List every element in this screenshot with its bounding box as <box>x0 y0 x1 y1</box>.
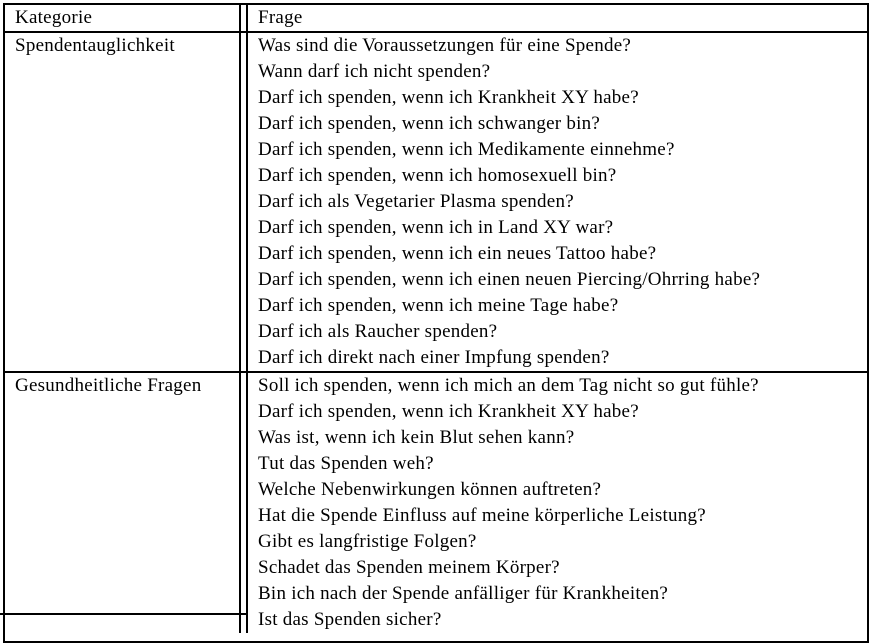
question-line: Darf ich spenden, wenn ich in Land XY war? <box>258 217 614 238</box>
section-row-gesundheitliche-fragen <box>5 373 867 633</box>
faq-table <box>3 3 869 643</box>
question-line: Darf ich spenden, wenn ich schwanger bin? <box>258 113 601 134</box>
question-line: Darf ich spenden, wenn ich Krankheit XY habe? <box>258 401 639 422</box>
category-label: Spendentauglichkeit <box>15 35 175 56</box>
question-line: Was ist, wenn ich kein Blut sehen kann? <box>258 427 575 448</box>
frage-header-cell <box>246 5 867 31</box>
category-label: Gesundheitliche Fragen <box>15 375 202 396</box>
question-line: Schadet das Spenden meinem Körper? <box>258 557 560 578</box>
question-line: Darf ich spenden, wenn ich ein neues Tattoo habe? <box>258 243 657 264</box>
question-line: Darf ich als Vegetarier Plasma spenden? <box>258 191 574 212</box>
question-line: Darf ich spenden, wenn ich einen neuen Piercing/Ohrring habe? <box>258 269 761 290</box>
question-line: Gibt es langfristige Folgen? <box>258 531 477 552</box>
bottom-partial-rule <box>0 613 246 615</box>
question-line: Darf ich spenden, wenn ich Krankheit XY habe? <box>258 87 639 108</box>
question-line: Darf ich spenden, wenn ich meine Tage habe? <box>258 295 619 316</box>
question-line: Darf ich spenden, wenn ich Medikamente einnehme? <box>258 139 675 160</box>
question-line: Darf ich direkt nach einer Impfung spenden? <box>258 347 610 368</box>
category-cell <box>5 33 241 371</box>
question-line: Welche Nebenwirkungen können auftreten? <box>258 479 602 500</box>
question-line: Darf ich spenden, wenn ich homosexuell bin? <box>258 165 617 186</box>
questions-column <box>246 33 867 371</box>
question-line: Tut das Spenden weh? <box>258 453 434 474</box>
question-line: Hat die Spende Einfluss auf meine körperliche Leistung? <box>258 505 706 526</box>
question-line: Soll ich spenden, wenn ich mich an dem Tag nicht so gut fühle? <box>258 375 759 396</box>
kategorie-header-cell <box>5 5 241 31</box>
question-line: Ist das Spenden sicher? <box>258 609 442 630</box>
table-header-row <box>5 5 867 33</box>
question-line: Bin ich nach der Spende anfälliger für Krankheiten? <box>258 583 669 604</box>
frage-header-label: Frage <box>258 7 303 28</box>
question-line: Was sind die Voraussetzungen für eine Spende? <box>258 35 632 56</box>
section-row-spendentauglichkeit <box>5 33 867 373</box>
kategorie-header-label: Kategorie <box>15 7 93 28</box>
category-cell <box>5 373 241 633</box>
questions-column <box>246 373 867 633</box>
question-line: Darf ich als Raucher spenden? <box>258 321 498 342</box>
question-line: Wann darf ich nicht spenden? <box>258 61 491 82</box>
